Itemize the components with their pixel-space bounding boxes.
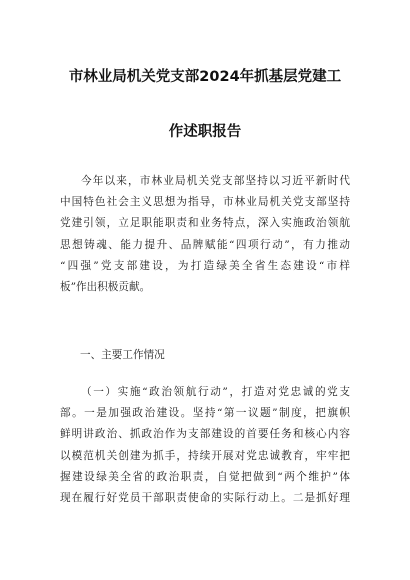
paragraph-line: 今年以来，市林业局机关党支部坚持以习近平新时代 (81, 175, 350, 187)
paragraph-line: 鲜明讲政治、抓政治作为支部建设的首要任务和核心内容 (60, 428, 350, 441)
paragraph-line: 以模范机关创建为抓手，持续开展对党忠诚教育，牢牢把 (60, 449, 350, 462)
intro-paragraph (60, 171, 350, 298)
paragraph-line: 党建引领，立足职能职责和业务特点，深入实施政治领航 (60, 217, 350, 230)
paragraph-line: “四强”党支部建设，为打造绿美全省生态建设“市样 (60, 259, 350, 272)
paragraph-line: 握建设绿美全省的政治职责，自觉把做到“两个维护”体 (60, 470, 350, 483)
work-paragraph (60, 382, 350, 509)
document-title-line-2: 作述职报告 (168, 124, 242, 140)
paragraph-line: （一）实施“政治领航行动”，打造对党忠诚的党支 (81, 386, 350, 398)
paragraph-line: 思想铸魂、能力提升、品牌赋能“四项行动”，有力推动 (60, 238, 350, 251)
paragraph-line: 现在履行好党员干部职责使命的实际行动上。二是抓好理 (60, 491, 350, 504)
paragraph-line: 板”作出积极贡献。 (60, 280, 151, 293)
paragraph-line: 中国特色社会主义思想为指导，市林业局机关党支部坚持 (60, 196, 350, 209)
section-heading-text: 一、主要工作情况 (80, 349, 165, 361)
section-heading (80, 345, 280, 366)
paragraph-line: 部。一是加强政治建设。坚持“第一议题”制度，把旗帜 (60, 407, 350, 420)
document-title-line-1: 市林业局机关党支部2024年抓基层党建工 (68, 69, 342, 85)
